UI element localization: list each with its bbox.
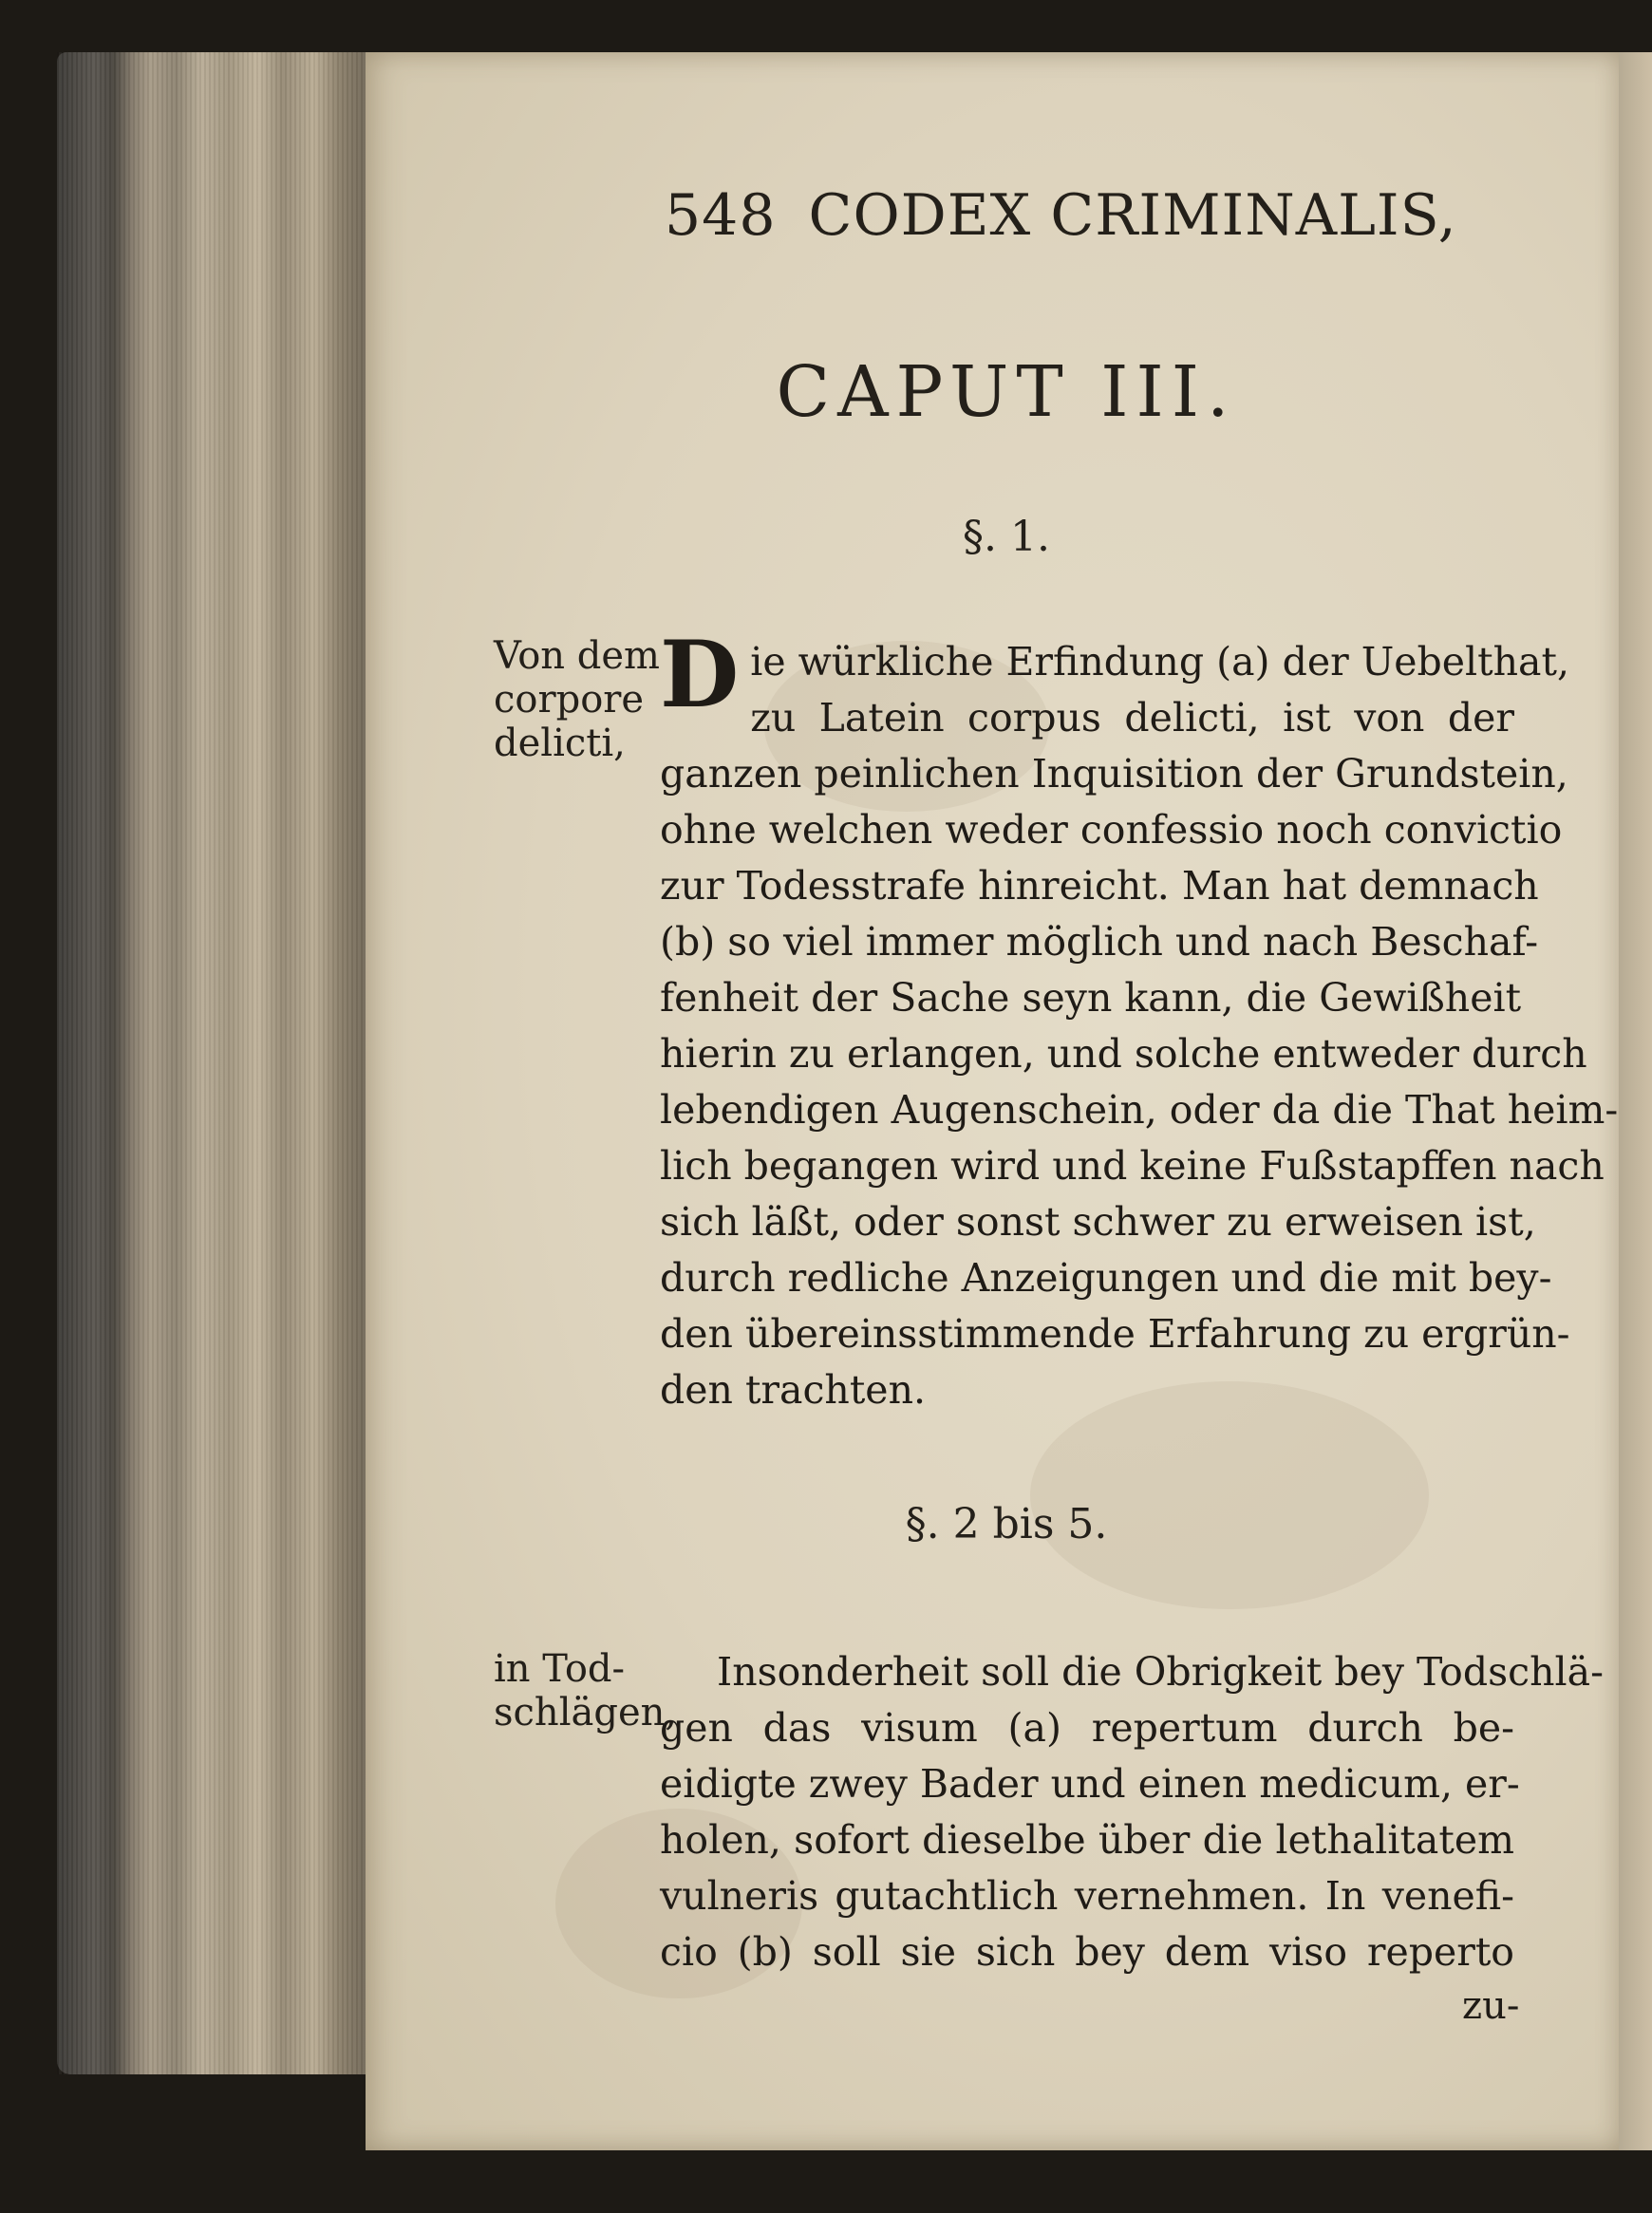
text-line: (b) so viel immer möglich und nach Beschaf- [660,919,1539,965]
drop-cap: D [660,621,740,728]
text-line: cio (b) soll sie sich bey dem viso reperto [660,1929,1514,1975]
text-line: durch redliche Anzeigungen und die mit bey- [660,1255,1552,1301]
page-number: 548 [665,182,777,249]
text-line: vulneris gutachtlich vernehmen. In venefi- [660,1873,1514,1919]
margin-note-2: in Tod- schlägen, [494,1647,678,1735]
text-line: den trachten. [660,1367,927,1413]
section-heading-2: §. 2 bis 5. [905,1500,1108,1548]
paragraph-2 [660,1644,1604,1980]
running-title: CODEX CRIMINALIS, [808,182,1457,249]
text-line: hierin zu erlangen, und solche entweder durch [660,1031,1587,1077]
text-line: lich begangen wird und keine Fußstapffen nach [660,1143,1605,1189]
text-line: ganzen peinlichen Inquisition der Grundstein, [660,751,1568,797]
chapter-title: CAPUT III. [776,351,1237,433]
catchword: zu- [1462,1984,1520,2028]
text-line: holen, sofort dieselbe über die lethalitatem [660,1817,1514,1863]
text-line: Insonderheit soll die Obrigkeit bey Todschlä- [717,1649,1604,1695]
text-line: ohne welchen weder confessio noch convictio [660,807,1563,853]
text-line: den übereinsstimmende Erfahrung zu ergrün- [660,1311,1570,1357]
facing-page-edge [1619,52,1652,2150]
text-line: eidigte zwey Bader und einen medicum, er- [660,1761,1520,1807]
section-heading-1: §. 1. [963,513,1050,561]
text-line: sich läßt, oder sonst schwer zu erweisen ist, [660,1199,1536,1245]
text-line: zur Todesstrafe hinreicht. Man hat demnach [660,863,1539,909]
text-line: ie würkliche Erfindung (a) der Uebelthat, [750,639,1569,685]
text-line: zu Latein corpus delicti, ist von der [750,695,1514,741]
book-edge [57,52,370,2074]
text-line: lebendigen Augenschein, oder da die That heim- [660,1087,1619,1133]
margin-note-1: Von dem corpore delicti, [494,634,660,765]
text-line: gen das visum (a) repertum durch be- [660,1705,1514,1751]
running-header [665,182,1481,249]
paragraph-1 [660,621,1619,1418]
text-line: fenheit der Sache seyn kann, die Gewißheit [660,975,1522,1021]
